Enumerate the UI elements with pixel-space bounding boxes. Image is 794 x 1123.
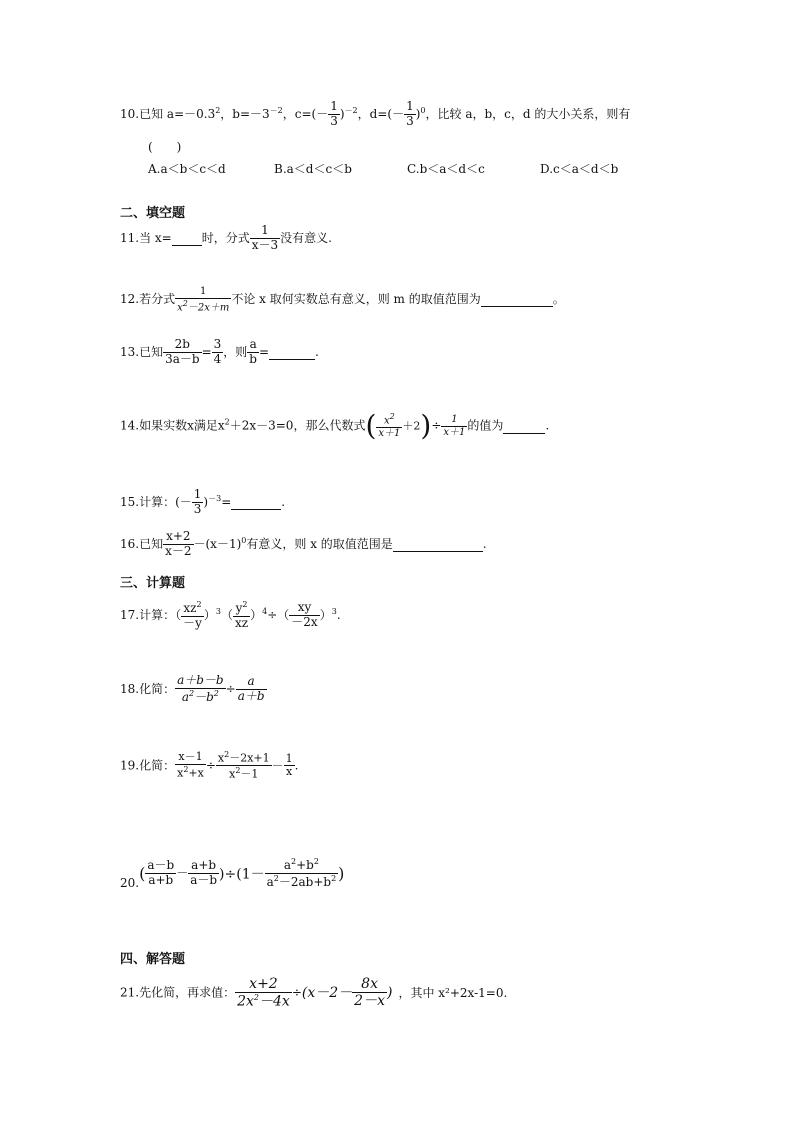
question-19: 19.化简： $\frac{x-1}{x^2+x}$ ÷ $\frac{x^2-2x+1}{x^2-1}$ － $\frac{1}{x}$ .	[120, 750, 299, 781]
answer-blank	[481, 292, 553, 307]
answer-blank	[172, 231, 202, 246]
answer-blank	[269, 345, 315, 360]
section-heading-answer: 四、解答题	[120, 952, 186, 967]
question-14: 14.如果实数x满足$x^2+2x-3=0$，那么代数式( $\frac{x^2}{x+1}$ ＋2)÷ $\frac{1}{x+1}$ 的值为 .	[120, 409, 550, 442]
question-21: 21.先化简，再求值： $\frac{x+2}{2x^2-4x}$ ÷(x－2－ $\frac{8x}{2-x}$ ) ，其中 x²+2x-1=0.	[120, 976, 508, 1010]
fraction: $\frac{a+b}{a-b}$	[190, 858, 218, 888]
option-a: A.a＜b＜c＜d	[148, 162, 226, 176]
fraction: $\frac{8x}{2-x}$	[354, 976, 385, 1010]
fraction: $\frac{x+2}{2x^2-4x}$	[237, 976, 290, 1010]
question-11: 11.当 x= 时，分式 $\frac{1}{x-3}$ 没有意义.	[120, 223, 332, 252]
question-15: 15.计算：(－ $\frac{1}{3}$ )$^{-3}$= .	[120, 487, 286, 516]
option-b: B.a＜d＜c＜b	[274, 162, 352, 176]
fraction: $\frac{a-b}{a+b}$	[147, 858, 175, 888]
question-13: 13.已知 $\frac{2b}{3a-b}$ = $\frac{3}{4}$ ，则 $\frac{a}{b}$ = .	[120, 337, 319, 366]
fraction: $\frac{1}{3}$	[406, 99, 414, 128]
fraction: $\frac{1}{x}$	[285, 751, 293, 779]
left-paren: (	[365, 409, 377, 442]
fraction: $\frac{xy}{-2x}$	[291, 600, 318, 629]
option-c: C.b＜a＜d＜c	[407, 162, 485, 176]
fraction: $\frac{2b}{3a-b}$	[165, 337, 200, 366]
fraction: $\frac{1}{x+1}$	[443, 414, 466, 438]
fraction: $\frac{xz^2}{-y}$	[183, 600, 202, 630]
fraction: $\frac{x^2-2x+1}{x^2-1}$	[217, 750, 270, 781]
fraction: $\frac{a}{a+b}$	[237, 674, 265, 703]
fraction: $\frac{x^2}{x+1}$	[378, 412, 401, 440]
fraction: $\frac{x-1}{x^2+x}$	[177, 750, 204, 780]
fraction: $\frac{1}{3}$	[193, 487, 202, 516]
question-12: 12.若分式 $\frac{1}{x^2-2x+m}$ 不论 x 取何实数总有意义，则 m 的取值范围为 。	[120, 286, 565, 313]
question-10: 10.已知 $a=-0.3^2$，$b=-3^{-2}$，c=(－ $\frac{1}{3}$ )$^{-2}$，d=(－ $\frac{1}{3}$ )$^0$，比较 a，b，c，d 的大小关系，则有	[120, 99, 631, 128]
option-d: D.c＜a＜d＜b	[540, 162, 619, 176]
section-heading-calculation: 三、计算题	[120, 576, 186, 591]
fraction: $\frac{a^2+b^2}{a^2-2ab+b^2}$	[266, 857, 337, 890]
question-16: 16.已知 $\frac{x+2}{x-2}$ $-(x-1)^0$有意义，则 x 的取值范围是 .	[120, 529, 487, 558]
question-20: 20.( $\frac{a-b}{a+b}$ － $\frac{a+b}{a-b}$ )÷(1－ $\frac{a^2+b^2}{a^2-2ab+b^2}$ )	[120, 857, 345, 890]
question-18: 18.化简： $\frac{a+b-b}{a^2-b^2}$ ÷ $\frac{a}{a+b}$	[120, 673, 265, 704]
answer-blank	[393, 537, 483, 552]
fraction: $\frac{a}{b}$	[249, 337, 257, 366]
question-17: 17.计算：（ $\frac{xz^2}{-y}$ ）$^3$（ $\frac{y^2}{xz}$ ）$^4$÷（ $\frac{xy}{-2x}$ ）$^3$.	[120, 600, 341, 630]
fraction: $\frac{1}{x^2-2x+m}$	[177, 286, 230, 313]
fraction: $\frac{1}{3}$	[330, 99, 338, 128]
right-paren: )	[420, 409, 432, 442]
answer-paren: ( )	[148, 140, 182, 154]
answer-blank	[503, 419, 545, 434]
fraction: $\frac{y^2}{xz}$	[235, 600, 249, 630]
answer-blank	[231, 495, 281, 510]
fraction: $\frac{3}{4}$	[213, 337, 222, 366]
fraction: $\frac{1}{x-3}$	[251, 223, 279, 252]
fraction: $\frac{x+2}{x-2}$	[165, 529, 192, 558]
section-heading-fill-in: 二、填空题	[120, 206, 186, 221]
q10-number: 10.	[120, 106, 140, 121]
fraction: $\frac{a+b-b}{a^2-b^2}$	[177, 673, 224, 704]
